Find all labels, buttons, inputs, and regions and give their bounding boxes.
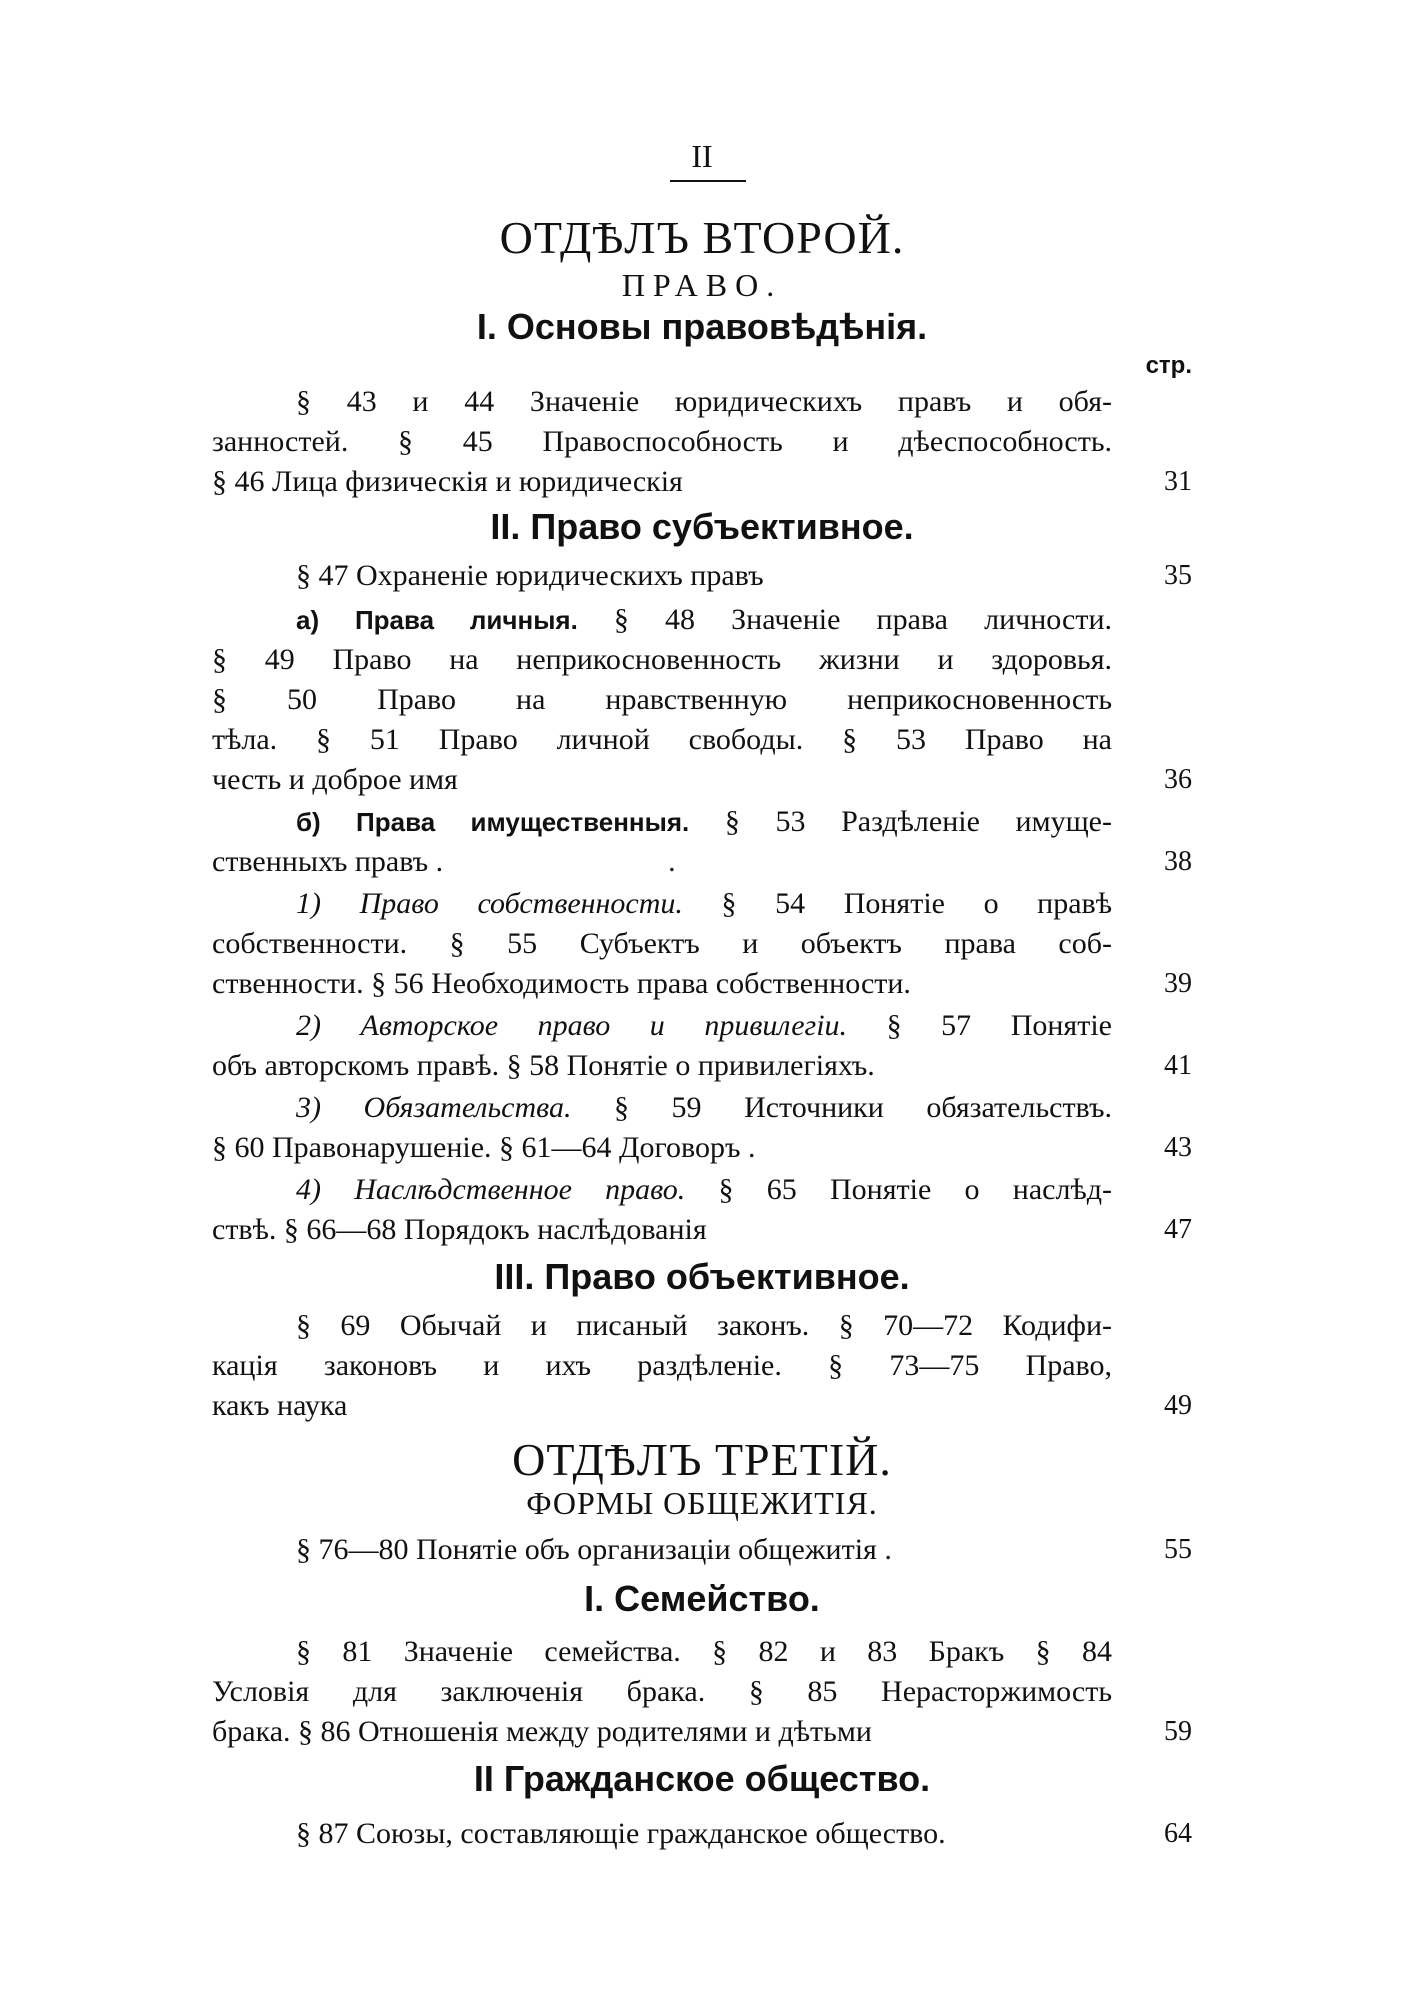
part-heading: I. Основы правовѣдѣнія. bbox=[476, 306, 928, 347]
entry-page: 64 bbox=[1164, 1818, 1192, 1849]
toc-entry bbox=[212, 1306, 1112, 1426]
entry-line: объ авторскомъ правѣ. § 58 Понятіе о привилегіяхъ. bbox=[212, 1049, 875, 1082]
entry-line: ственныхъ правъ . . bbox=[212, 845, 676, 878]
entry-line: § 47 Охраненіе юридическихъ правъ bbox=[296, 559, 764, 592]
toc-entry bbox=[212, 556, 1112, 596]
entry-line: § 81 Значеніе семейства. § 82 и 83 Бракъ § 84 bbox=[296, 1635, 1112, 1668]
section-title-3: ОТДѢЛЪ ТРЕТІЙ. bbox=[512, 1434, 892, 1485]
entry-line: 4) Наслѣдственное право. § 65 Понятіе о наслѣд- bbox=[296, 1173, 1112, 1206]
section-subtitle-2: ПРАВО. bbox=[621, 267, 783, 303]
entry-line: собственности. § 55 Субъектъ и объектъ права соб- bbox=[212, 927, 1112, 960]
entry-page: 41 bbox=[1164, 1050, 1192, 1081]
entry-line: § 87 Союзы, составляющіе гражданское общество. bbox=[296, 1817, 946, 1850]
part-heading: II Гражданское общество. bbox=[473, 1758, 931, 1799]
page-column-header: стр. bbox=[1145, 352, 1192, 379]
part-heading: I. Семейство. bbox=[584, 1578, 820, 1619]
entry-page: 38 bbox=[1164, 846, 1192, 877]
page-number-rule bbox=[670, 180, 746, 182]
entry-line: ствѣ. § 66—68 Порядокъ наслѣдованія bbox=[212, 1213, 707, 1246]
entry-page: 49 bbox=[1164, 1390, 1192, 1421]
entry-line: кація законовъ и ихъ раздѣленіе. § 73—75 Право, bbox=[212, 1349, 1112, 1382]
toc-entry bbox=[212, 1170, 1112, 1250]
entry-label: 4) Наслѣдственное право. bbox=[296, 1173, 686, 1206]
entry-line: § 43 и 44 Значеніе юридическихъ правъ и обя- bbox=[296, 385, 1112, 418]
entry-line: § 69 Обычай и писаный законъ. § 70—72 Кодифи- bbox=[296, 1309, 1112, 1342]
page-number: II bbox=[691, 138, 713, 174]
entry-page: 43 bbox=[1164, 1132, 1192, 1163]
entry-page: 39 bbox=[1164, 968, 1192, 999]
toc-entry bbox=[212, 1530, 1112, 1570]
entry-label: а) Права личныя. bbox=[296, 605, 578, 635]
toc-entry bbox=[212, 382, 1112, 502]
part-heading: II. Право субъективное. bbox=[490, 506, 914, 547]
entry-line: 2) Авторское право и привилегіи. § 57 Понятіе bbox=[296, 1009, 1112, 1042]
entry-line: брака. § 86 Отношенія между родителями и дѣтьми bbox=[212, 1715, 872, 1748]
entry-page: 35 bbox=[1164, 560, 1192, 591]
toc-entry bbox=[212, 802, 1112, 882]
toc-entry bbox=[212, 1814, 1112, 1854]
toc-entry bbox=[212, 600, 1112, 800]
entry-line: ственности. § 56 Необходимость права собственности. bbox=[212, 967, 911, 1000]
entry-line: честь и доброе имя bbox=[212, 763, 458, 796]
section-subtitle-3: ФОРМЫ ОБЩЕЖИТІЯ. bbox=[526, 1485, 878, 1521]
entry-line: тѣла. § 51 Право личной свободы. § 53 Право на bbox=[212, 723, 1112, 756]
section-title-2: ОТДѢЛЪ ВТОРОЙ. bbox=[499, 212, 905, 263]
entry-line: б) Права имущественныя. § 53 Раздѣленіе имуще- bbox=[296, 805, 1112, 838]
entry-label: б) Права имущественныя. bbox=[296, 807, 690, 837]
toc-entry bbox=[212, 1632, 1112, 1752]
entry-line: 1) Право собственности. § 54 Понятіе о правѣ bbox=[296, 887, 1112, 920]
entry-line: § 49 Право на неприкосновенность жизни и здоровья. bbox=[212, 643, 1112, 676]
entry-line: занностей. § 45 Правоспособность и дѣеспособность. bbox=[212, 425, 1112, 458]
entry-label: 1) Право собственности. bbox=[296, 887, 683, 920]
entry-page: 47 bbox=[1164, 1214, 1192, 1245]
entry-page: 36 bbox=[1164, 764, 1192, 795]
entry-line: 3) Обязательства. § 59 Источники обязательствъ. bbox=[296, 1091, 1112, 1124]
entry-line: какъ наука bbox=[212, 1389, 348, 1422]
entry-page: 31 bbox=[1164, 466, 1192, 497]
entry-label: 3) Обязательства. bbox=[296, 1091, 572, 1124]
entry-page: 55 bbox=[1164, 1534, 1192, 1565]
entry-line: а) Права личныя. § 48 Значеніе права личности. bbox=[296, 603, 1112, 636]
entry-line: § 76—80 Понятіе объ организаціи общежитія . bbox=[296, 1533, 892, 1566]
entry-line: Условія для заключенія брака. § 85 Нерасторжимость bbox=[212, 1675, 1112, 1708]
entry-label: 2) Авторское право и привилегіи. bbox=[296, 1009, 848, 1042]
entry-line: § 50 Право на нравственную неприкосновенность bbox=[212, 683, 1112, 716]
toc-entry bbox=[212, 1088, 1112, 1168]
toc-entry bbox=[212, 1006, 1112, 1086]
entry-page: 59 bbox=[1164, 1716, 1192, 1747]
part-heading: III. Право объективное. bbox=[494, 1256, 910, 1297]
entry-line: § 46 Лица физическія и юридическія bbox=[212, 465, 683, 498]
toc-entry bbox=[212, 884, 1112, 1004]
entry-line: § 60 Правонарушеніе. § 61—64 Договоръ . bbox=[212, 1131, 756, 1164]
